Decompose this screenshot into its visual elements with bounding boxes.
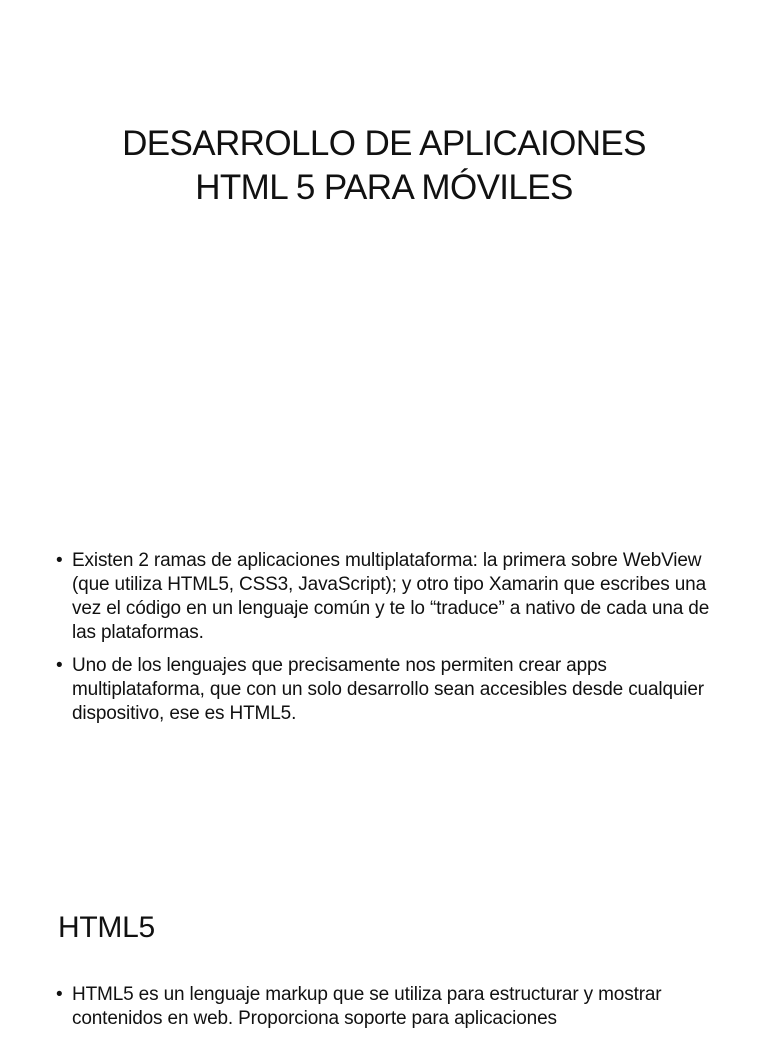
bullet-list bbox=[56, 549, 728, 735]
slide-title-heading bbox=[40, 122, 728, 210]
section-heading: HTML5 bbox=[58, 911, 155, 944]
slide-html5 bbox=[0, 870, 768, 1029]
bullet-marker: • bbox=[56, 984, 63, 1005]
bullet-marker: • bbox=[56, 655, 63, 676]
bullet-text: Uno de los lenguajes que precisamente nos permiten crear apps multiplataforma, que con un solo desarrollo sean accesibles desde cualquier dispositivo, ese es HTML5. bbox=[72, 655, 704, 724]
bullet-marker: • bbox=[56, 550, 63, 571]
title-line-1: DESARROLLO DE APLICAIONES bbox=[122, 124, 646, 163]
bullet-text: HTML5 es un lenguaje markup que se utiliza para estructurar y mostrar contenidos en web. Proporciona soporte para aplicaciones bbox=[72, 984, 662, 1029]
bullet-list bbox=[56, 983, 728, 1040]
title-line-2: HTML 5 PARA MÓVILES bbox=[195, 168, 573, 207]
bullet-text: Existen 2 ramas de aplicaciones multiplataforma: la primera sobre WebView (que utiliza HTML5, CSS3, JavaScript); y otro tipo Xamarin que escribes una vez el código en un lenguaje común y te lo “traduce” a nativo de cada una de las plataformas. bbox=[72, 550, 710, 643]
bullet-item bbox=[56, 549, 728, 645]
slide-multiplatform bbox=[0, 470, 768, 870]
slide-title bbox=[0, 0, 768, 470]
bullet-item bbox=[56, 654, 728, 726]
